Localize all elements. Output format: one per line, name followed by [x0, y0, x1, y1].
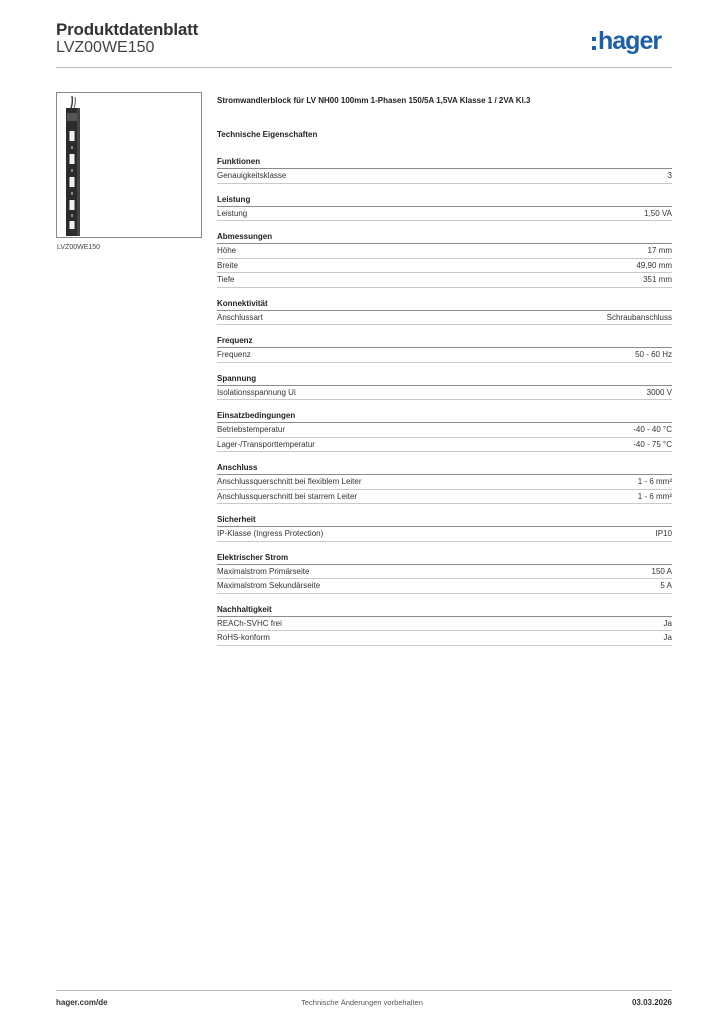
- spec-row: [217, 631, 672, 646]
- spec-row: [217, 475, 672, 490]
- section-title: Nachhaltigkeit: [217, 604, 672, 617]
- product-image-caption: LVZ00WE150: [57, 244, 101, 251]
- spec-value: 3000 V: [646, 387, 672, 397]
- spec-label: Tiefe: [217, 275, 235, 284]
- section-title: Elektrischer Strom: [217, 552, 672, 565]
- spec-value: 1,50 VA: [644, 208, 672, 218]
- spec-value: -40 - 75 °C: [633, 439, 672, 449]
- spec-section: [217, 410, 672, 452]
- footer-website: hager.com/de: [56, 998, 108, 1007]
- section-title: Abmessungen: [217, 231, 672, 244]
- spec-row: [217, 169, 672, 184]
- spec-label: RoHS-konform: [217, 633, 270, 642]
- spec-content: [217, 96, 672, 646]
- spec-value: 50 - 60 Hz: [635, 350, 672, 359]
- section-title: Anschluss: [217, 462, 672, 475]
- spec-label: Betriebstemperatur: [217, 425, 286, 434]
- spec-row: [217, 579, 672, 594]
- spec-row: [217, 207, 672, 222]
- spec-row: [217, 273, 672, 288]
- spec-label: REACh-SVHC frei: [217, 618, 282, 628]
- spec-section: [217, 335, 672, 363]
- section-title: Leistung: [217, 194, 672, 207]
- page-title: Produktdatenblatt: [56, 20, 199, 39]
- spec-row: [217, 565, 672, 580]
- section-title: Frequenz: [217, 335, 672, 348]
- spec-label: Genauigkeitsklasse: [217, 171, 287, 180]
- spec-row: [217, 423, 672, 438]
- spec-label: IP-Klasse (Ingress Protection): [217, 529, 324, 538]
- logo-text: hager: [598, 27, 662, 55]
- spec-value: Ja: [663, 633, 672, 642]
- spec-row: [217, 311, 672, 326]
- product-image-frame: [56, 92, 202, 238]
- spec-value: 49,90 mm: [636, 260, 672, 270]
- spec-value: 5 A: [660, 581, 672, 590]
- spec-section: [217, 231, 672, 288]
- product-description: Stromwandlerblock für LV NH00 100mm 1-Phasen 150/5A 1,5VA Klasse 1 / 2VA Kl.3: [217, 96, 531, 105]
- section-title: Funktionen: [217, 156, 672, 169]
- spec-row: [217, 490, 672, 505]
- spec-section: [217, 462, 672, 504]
- spec-row: [217, 259, 672, 274]
- spec-label: Maximalstrom Primärseite: [217, 566, 310, 576]
- spec-value: 17 mm: [647, 246, 672, 255]
- spec-section: [217, 298, 672, 326]
- spec-section: [217, 552, 672, 594]
- spec-label: Maximalstrom Sekundärseite: [217, 581, 321, 590]
- spec-row: [217, 244, 672, 259]
- spec-label: Isolationsspannung Ui: [217, 387, 296, 397]
- spec-section: [217, 156, 672, 184]
- section-title: Konnektivität: [217, 298, 672, 311]
- footer-divider: [56, 990, 672, 991]
- spec-row: [217, 617, 672, 632]
- spec-label: Anschlussquerschnitt bei flexiblem Leiter: [217, 477, 362, 486]
- spec-label: Breite: [217, 260, 238, 270]
- spec-label: Leistung: [217, 208, 248, 218]
- spec-label: Frequenz: [217, 350, 251, 359]
- spec-label: Lager-/Transporttemperatur: [217, 439, 315, 449]
- spec-row: [217, 438, 672, 453]
- spec-value: -40 - 40 °C: [633, 425, 672, 434]
- spec-row: [217, 348, 672, 363]
- product-code: LVZ00WE150: [56, 39, 155, 56]
- spec-value: Ja: [663, 618, 672, 628]
- header-divider: [56, 67, 672, 68]
- footer-notice: Technische Änderungen vorbehalten: [301, 998, 423, 1007]
- section-title: Sicherheit: [217, 514, 672, 527]
- section-title: Einsatzbedingungen: [217, 410, 672, 423]
- spec-value: 150 A: [651, 566, 672, 576]
- spec-label: Höhe: [217, 246, 237, 255]
- technical-properties-heading: Technische Eigenschaften: [217, 130, 318, 139]
- spec-value: 1 - 6 mm²: [637, 491, 672, 501]
- spec-section: [217, 373, 672, 401]
- spec-value: IP10: [655, 529, 672, 538]
- spec-label: Anschlussquerschnitt bei starrem Leiter: [217, 491, 358, 501]
- spec-value: 351 mm: [643, 275, 672, 284]
- spec-value: 1 - 6 mm²: [637, 477, 672, 486]
- spec-value: 3: [667, 171, 672, 180]
- spec-sections: [217, 156, 672, 646]
- footer-date: 03.03.2026: [631, 998, 672, 1007]
- spec-section: [217, 514, 672, 542]
- logo-dots-icon: [592, 37, 596, 50]
- spec-row: [217, 386, 672, 401]
- spec-label: Anschlussart: [217, 312, 263, 322]
- spec-value: Schraubanschluss: [606, 312, 672, 322]
- hager-logo: [592, 26, 661, 56]
- section-title: Spannung: [217, 373, 672, 386]
- spec-row: [217, 527, 672, 542]
- current-transformer-block-image: [57, 93, 201, 237]
- spec-section: [217, 194, 672, 222]
- spec-section: [217, 604, 672, 646]
